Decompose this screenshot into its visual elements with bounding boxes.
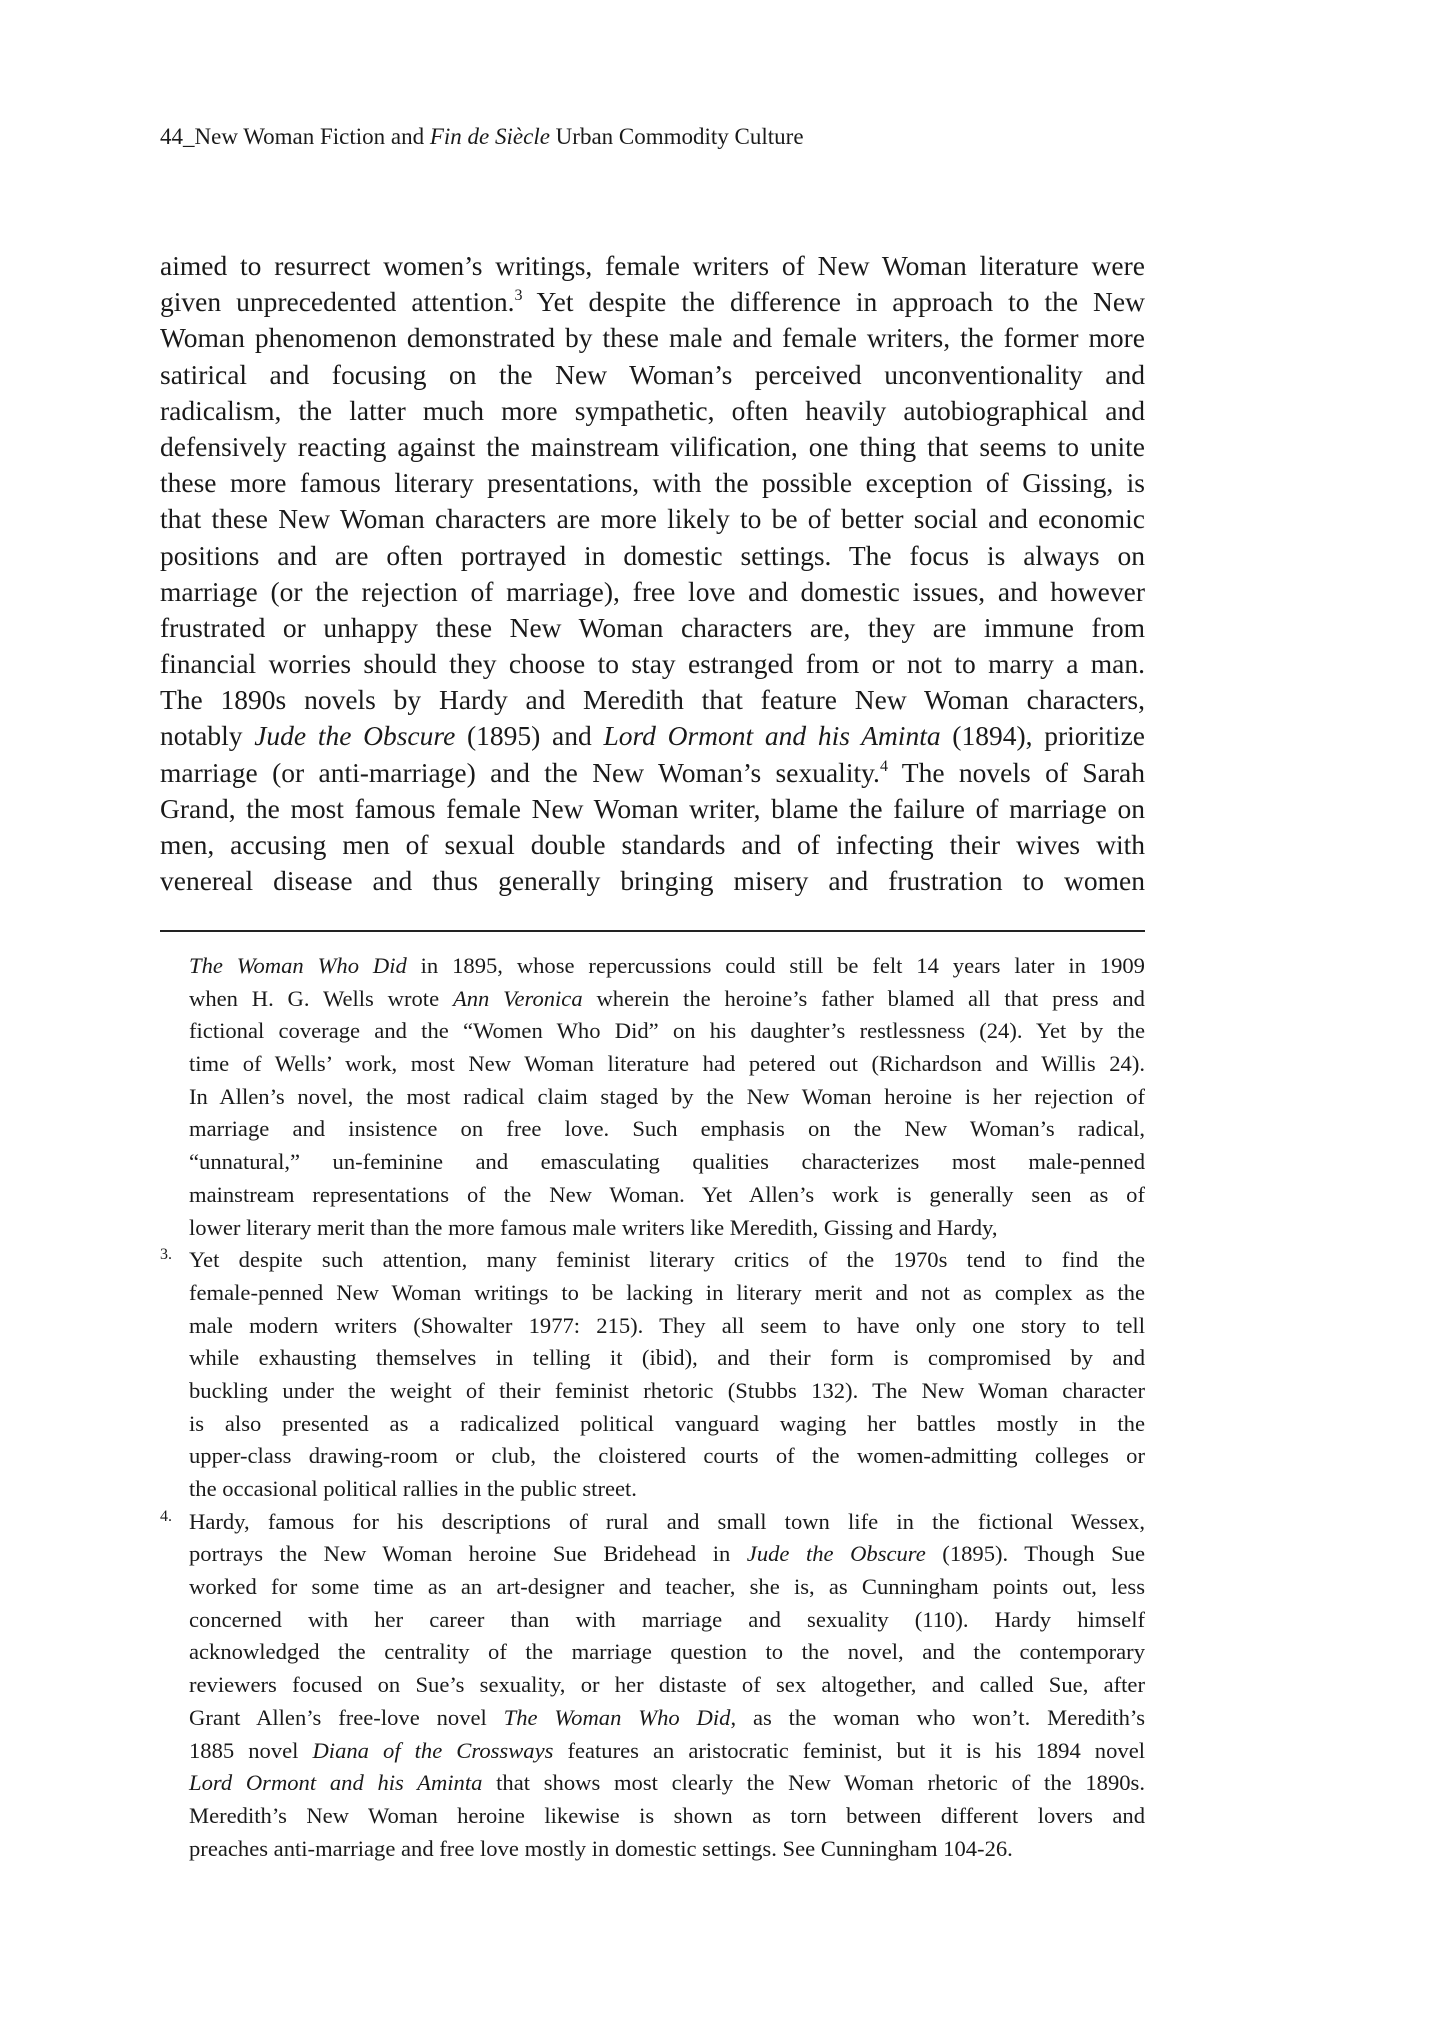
footnote-separator xyxy=(160,930,1145,932)
text-run: Grant Allen’s free-love novel xyxy=(189,1704,504,1730)
text-run: these more famous literary presentations, with the possible exception of Gissing, is xyxy=(160,467,1145,499)
footnote-number: 4. xyxy=(160,1507,172,1525)
body-line xyxy=(160,501,1145,537)
footnote-line xyxy=(160,1081,1145,1114)
text-run: marriage (or anti-marriage) and the New Woman’s sexuality. xyxy=(160,756,880,788)
text-run: 1885 novel xyxy=(189,1737,313,1763)
text-run: positions and are often portrayed in domestic settings. The focus is always on xyxy=(160,539,1145,571)
text-run: worked for some time as an art-designer and teacher, she is, as Cunningham points out, less xyxy=(189,1574,1145,1600)
text-run: Hardy, famous for his descriptions of rural and small town life in the fictional Wessex, xyxy=(189,1508,1145,1534)
body-line xyxy=(160,718,1145,754)
text-run: Grand, the most famous female New Woman writer, blame the failure of marriage on xyxy=(160,792,1145,824)
text-run: (1895) and xyxy=(455,720,604,752)
text-run: when H. G. Wells wrote xyxy=(189,985,453,1011)
footnote-reference: 4 xyxy=(879,757,888,775)
text-run: wherein the heroine’s father blamed all that press and xyxy=(582,985,1145,1011)
footnote-line xyxy=(160,1015,1145,1048)
footnote-line xyxy=(160,1702,1145,1735)
text-run: radicalism, the latter much more sympathetic, often heavily autobiographical and xyxy=(160,394,1145,426)
footnote-line xyxy=(160,1538,1145,1571)
footnote-line xyxy=(160,1048,1145,1081)
footnote-line xyxy=(160,1310,1145,1343)
footnote-line xyxy=(160,1506,1145,1539)
footnote xyxy=(160,1244,1145,1506)
page-number: 44 xyxy=(160,124,183,149)
text-run: (1894), prioritize xyxy=(940,720,1145,752)
footnote-line xyxy=(160,1113,1145,1146)
text-run: , as the woman who won’t. Meredith’s xyxy=(730,1704,1145,1730)
text-run: financial worries should they choose to stay estranged from or not to marry a man. xyxy=(160,648,1145,680)
footnote-line xyxy=(160,1146,1145,1179)
text-run: that shows most clearly the New Woman rhetoric of the 1890s. xyxy=(482,1770,1145,1796)
text-run: marriage (or the rejection of marriage), free love and domestic issues, and however xyxy=(160,575,1145,607)
text-run: satirical and focusing on the New Woman’s perceived unconventionality and xyxy=(160,358,1145,390)
text-run: is also presented as a radicalized political vanguard waging her battles mostly in the xyxy=(189,1410,1145,1436)
header-title-start: _New Woman Fiction and xyxy=(183,124,430,149)
footnote-line xyxy=(160,1636,1145,1669)
text-run: notably xyxy=(160,720,255,752)
text-run: Yet despite the difference in approach to the New xyxy=(522,286,1145,318)
italic-title: The Woman Who Did xyxy=(189,953,407,978)
footnote-line xyxy=(160,1735,1145,1768)
text-run: Yet despite such attention, many feminist literary critics of the 1970s tend to find the xyxy=(189,1247,1145,1273)
footnote-line xyxy=(160,1440,1145,1473)
italic-title: Ann Veronica xyxy=(452,985,583,1011)
text-run: fictional coverage and the “Women Who Did” on his daughter’s restlessness (24). Yet by the xyxy=(189,1018,1145,1044)
text-run: upper-class drawing-room or club, the cloistered courts of the women-admitting colleges or xyxy=(189,1443,1145,1469)
text-run: “unnatural,” un-feminine and emasculating qualities characterizes most male-penned xyxy=(189,1149,1145,1175)
header-title-italic: Fin de Siècle xyxy=(429,124,550,149)
footnote-line xyxy=(160,1342,1145,1375)
body-line xyxy=(160,755,1145,791)
italic-title: The Woman Who Did xyxy=(503,1704,731,1730)
text-run: frustrated or unhappy these New Woman characters are, they are immune from xyxy=(160,611,1145,643)
text-run: buckling under the weight of their feminist rhetoric (Stubbs 132). The New Woman character xyxy=(189,1377,1145,1403)
footnote-line xyxy=(160,1571,1145,1604)
text-run: concerned with her career than with marriage and sexuality (110). Hardy himself xyxy=(189,1606,1145,1632)
footnotes xyxy=(160,950,1145,1865)
body-line xyxy=(160,863,1145,899)
body-line xyxy=(160,393,1145,429)
main-text xyxy=(160,248,1145,899)
text-run: aimed to resurrect women’s writings, female writers of New Woman literature were xyxy=(160,250,1145,281)
footnote-line xyxy=(160,1800,1145,1833)
body-line xyxy=(160,791,1145,827)
text-run: The novels of Sarah xyxy=(887,756,1145,788)
body-line xyxy=(160,357,1145,393)
body-line xyxy=(160,610,1145,646)
text-run: The 1890s novels by Hardy and Meredith that feature New Woman characters, xyxy=(160,684,1145,716)
text-run: given unprecedented attention. xyxy=(160,286,515,318)
footnote-line xyxy=(160,983,1145,1016)
text-run: men, accusing men of sexual double standards and of infecting their wives with xyxy=(160,829,1145,860)
body-line xyxy=(160,465,1145,501)
text-run: in 1895, whose repercussions could still be felt 14 years later in 1909 xyxy=(406,953,1145,978)
body-line xyxy=(160,248,1145,284)
text-run: Woman phenomenon demonstrated by these male and female writers, the former more xyxy=(160,322,1145,354)
italic-title: Lord Ormont and his Aminta xyxy=(189,1770,483,1796)
footnote-line xyxy=(160,1604,1145,1637)
footnote-line xyxy=(160,1179,1145,1212)
text-run: portrays the New Woman heroine Sue Bridehead in xyxy=(189,1541,747,1567)
footnote-line xyxy=(160,1408,1145,1441)
header-title-end: Urban Commodity Culture xyxy=(549,124,804,149)
body-line xyxy=(160,429,1145,465)
body-line xyxy=(160,646,1145,682)
text-run: Meredith’s New Woman heroine likewise is shown as torn between different lovers and xyxy=(189,1802,1145,1828)
footnote-line xyxy=(160,950,1145,983)
footnote xyxy=(160,950,1145,1244)
text-run: reviewers focused on Sue’s sexuality, or her distaste of sex altogether, and called Sue, after xyxy=(189,1672,1145,1698)
footnote xyxy=(160,1506,1145,1866)
text-run: while exhausting themselves in telling it (ibid), and their form is compromised by and xyxy=(189,1345,1145,1371)
text-run: In Allen’s novel, the most radical claim staged by the New Woman heroine is her rejection of xyxy=(189,1083,1145,1109)
body-line xyxy=(160,574,1145,610)
italic-title: Jude the Obscure xyxy=(254,720,456,752)
text-run: that these New Woman characters are more likely to be of better social and economic xyxy=(160,503,1145,535)
text-run: mainstream representations of the New Woman. Yet Allen’s work is generally seen as of xyxy=(189,1181,1145,1207)
footnote-line xyxy=(160,1833,1145,1866)
text-run: male modern writers (Showalter 1977: 215). They all seem to have only one story to tell xyxy=(189,1312,1145,1338)
text-run: preaches anti-marriage and free love mostly in domestic settings. See Cunningham 104-26. xyxy=(189,1835,1013,1861)
body-line xyxy=(160,284,1145,320)
text-run: features an aristocratic feminist, but it is his 1894 novel xyxy=(553,1737,1145,1763)
text-run: time of Wells’ work, most New Woman literature had petered out (Richardson and Willis 24). xyxy=(189,1051,1145,1077)
footnote-line xyxy=(160,1473,1145,1506)
running-header xyxy=(160,124,804,150)
body-line xyxy=(160,320,1145,356)
text-run: acknowledged the centrality of the marriage question to the novel, and the contemporary xyxy=(189,1639,1145,1665)
footnote-reference: 3 xyxy=(514,287,523,305)
footnote-line xyxy=(160,1212,1145,1245)
body-line xyxy=(160,682,1145,718)
footnote-line xyxy=(160,1244,1145,1277)
text-run: marriage and insistence on free love. Such emphasis on the New Woman’s radical, xyxy=(189,1116,1145,1142)
footnote-number: 3. xyxy=(160,1246,172,1264)
italic-title: Jude the Obscure xyxy=(746,1541,926,1567)
footnote-line xyxy=(160,1277,1145,1310)
italic-title: Lord Ormont and his Aminta xyxy=(603,720,941,752)
footnote-line xyxy=(160,1669,1145,1702)
footnote-line xyxy=(160,1767,1145,1800)
text-run: venereal disease and thus generally bringing misery and frustration to women xyxy=(160,865,1145,897)
body-line xyxy=(160,538,1145,574)
body-line xyxy=(160,827,1145,863)
text-run: defensively reacting against the mainstream vilification, one thing that seems to unite xyxy=(160,430,1145,462)
text-run: (1895). Though Sue xyxy=(925,1541,1145,1567)
italic-title: Diana of the Crossways xyxy=(312,1737,554,1763)
footnote-line xyxy=(160,1375,1145,1408)
text-run: lower literary merit than the more famous male writers like Meredith, Gissing and Hardy, xyxy=(189,1214,998,1240)
text-run: female-penned New Woman writings to be lacking in literary merit and not as complex as the xyxy=(189,1279,1145,1305)
text-run: the occasional political rallies in the public street. xyxy=(189,1476,637,1501)
